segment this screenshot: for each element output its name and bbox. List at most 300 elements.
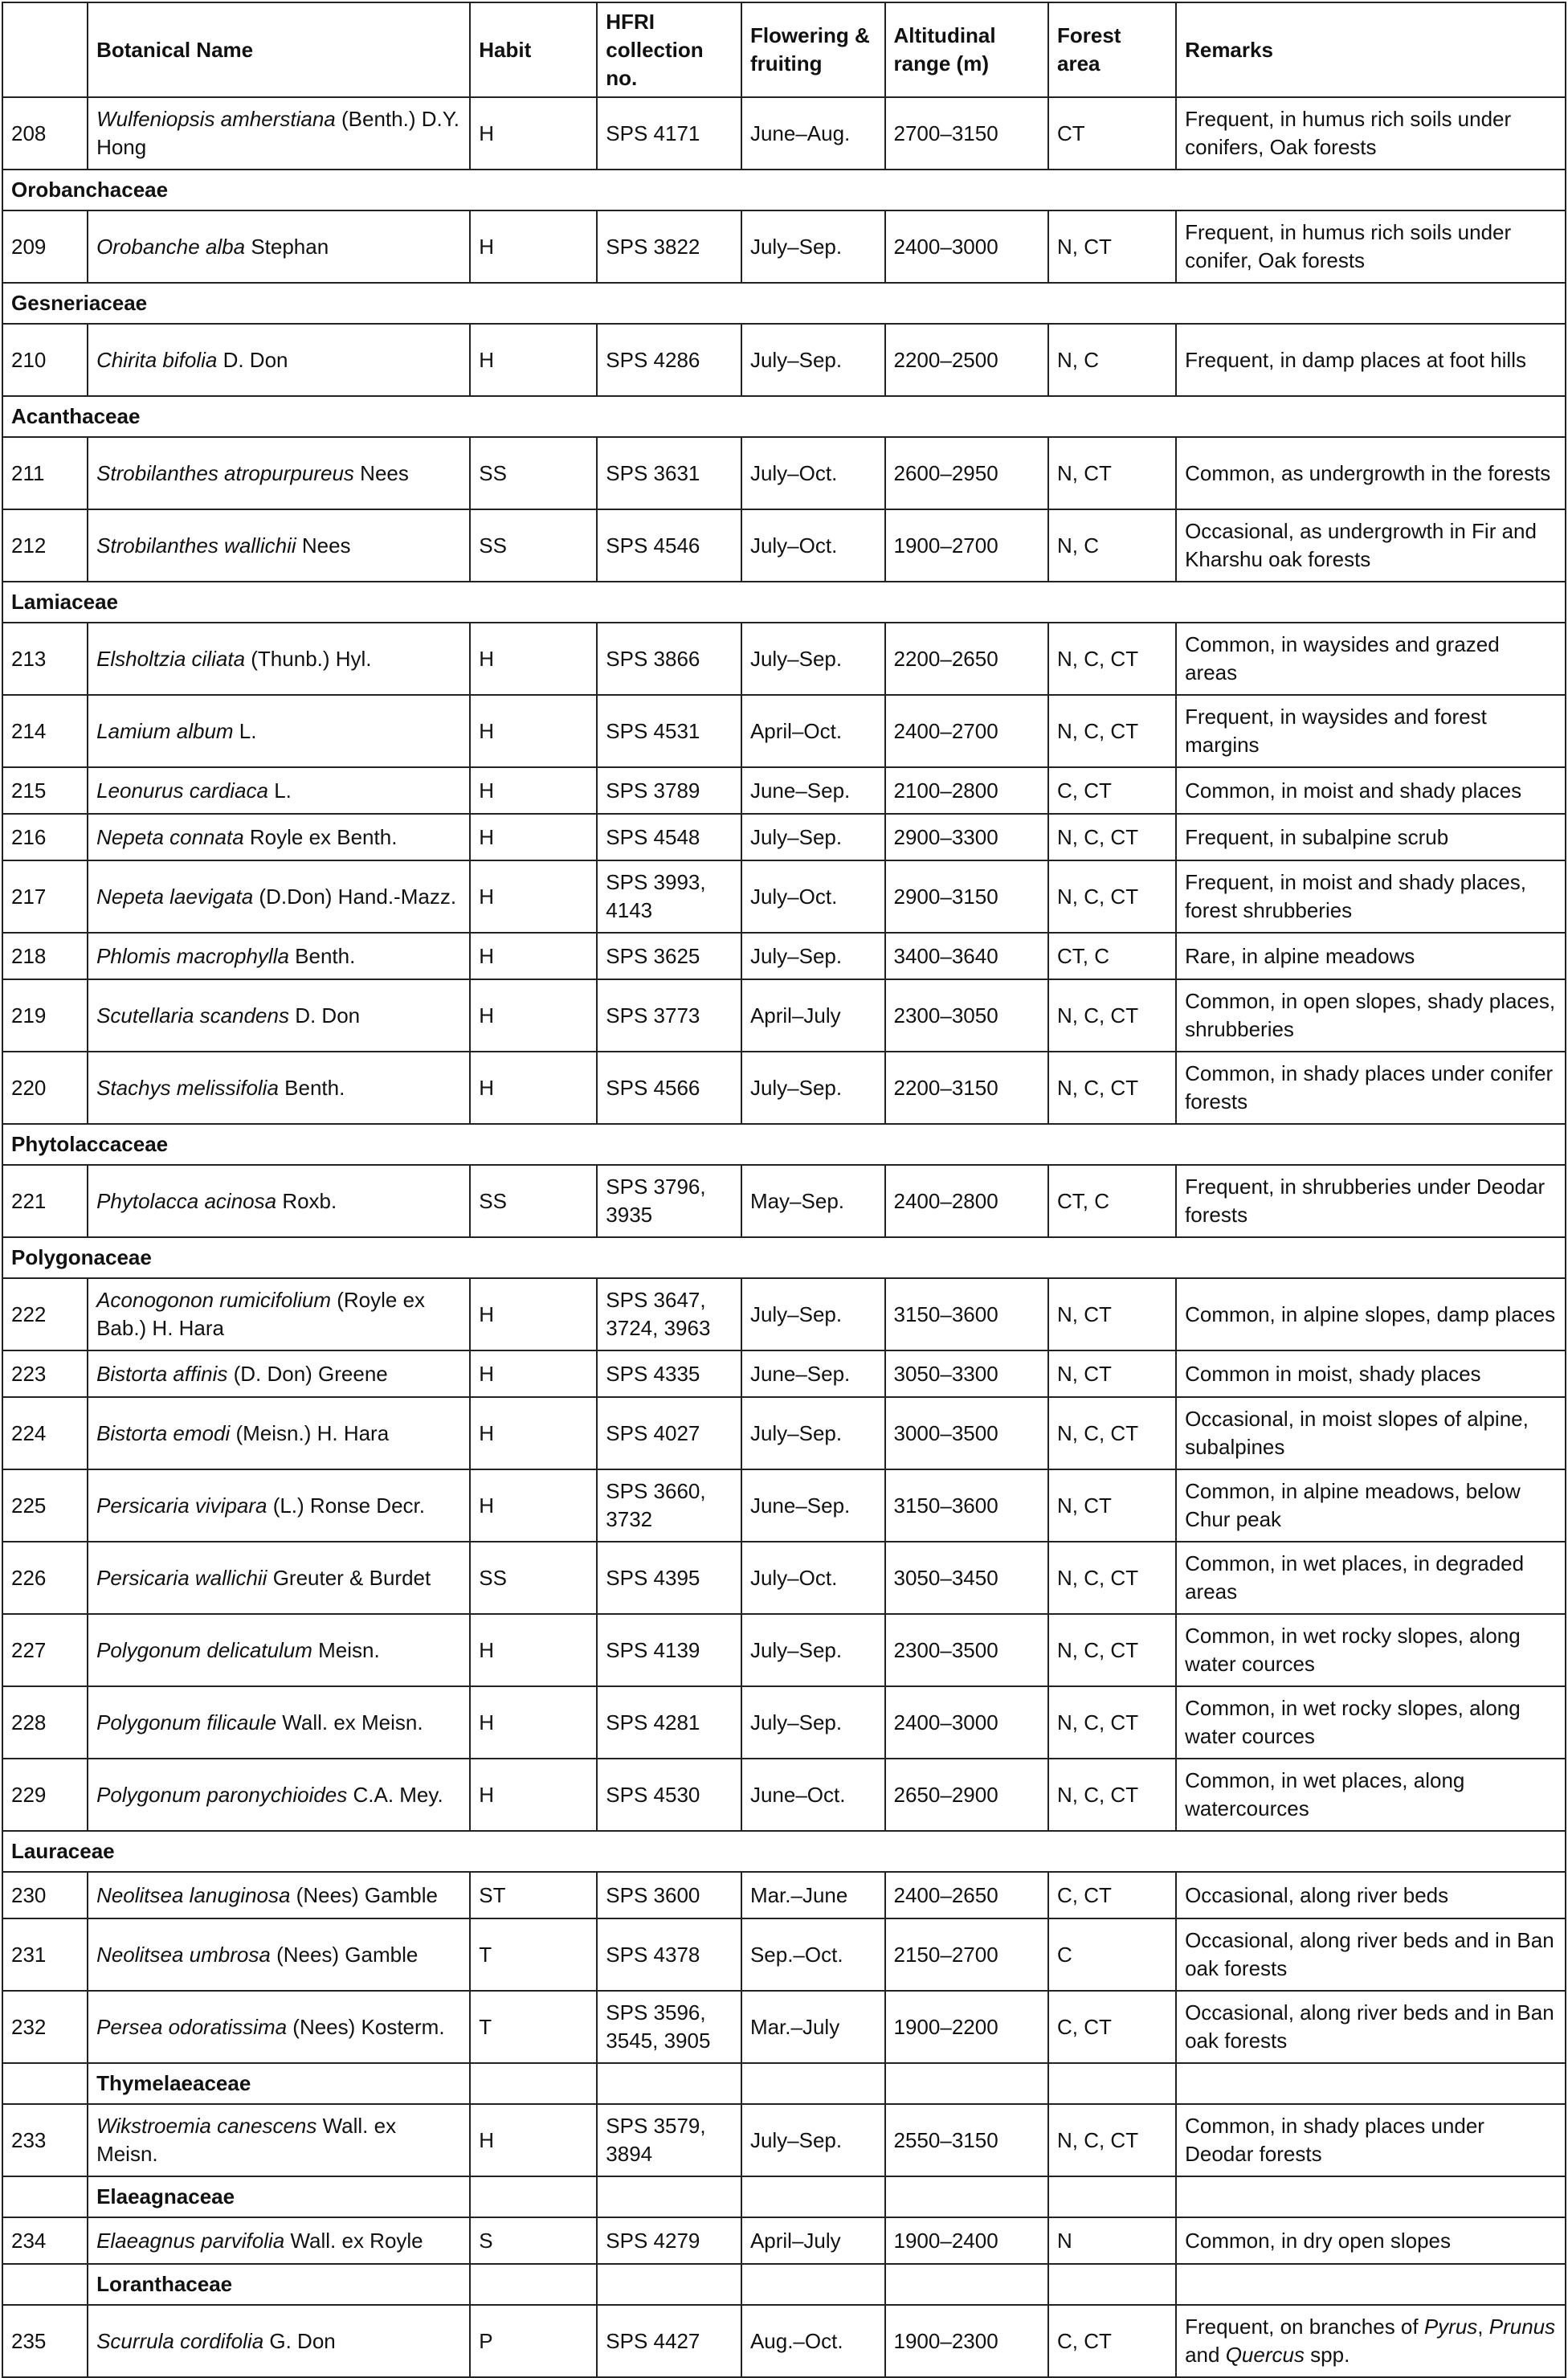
family-heading-row [2,170,1566,210]
species-name: Nepeta connata [96,824,244,849]
forest-area-cell: N, C, CT [1048,2104,1176,2176]
family-name: Elaeagnaceae [88,2176,470,2217]
hfri-collection-cell: SPS 4530 [597,1759,741,1831]
botanical-name-cell [88,814,470,860]
habit-cell: H [470,814,597,860]
family-name: Acanthaceae [2,396,1566,437]
species-name: Wulfeniopsis amherstiana [96,107,336,131]
species-author: D. Don [217,347,288,372]
forest-area-cell: N, CT [1048,1278,1176,1350]
botanical-name-cell [88,97,470,170]
altitudinal-range-cell: 2200–3150 [885,1052,1048,1124]
botanical-name-cell [88,2305,470,2377]
species-author: Greuter & Burdet [267,1565,431,1590]
flowering-fruiting-cell: July–Sep. [741,814,885,860]
family-empty-cell [470,2063,597,2104]
family-heading-row [2,1237,1566,1278]
flowering-fruiting-cell: July–Sep. [741,623,885,695]
remarks-cell: Common, in open slopes, shady places, shrubberies [1176,979,1566,1052]
species-author: Benth. [288,943,356,968]
table-row [2,860,1566,933]
family-name: Lamiaceae [2,582,1566,623]
habit-cell: H [470,97,597,170]
altitudinal-range-cell: 1900–2300 [885,2305,1048,2377]
table-row [2,324,1566,396]
species-name: Leonurus cardiaca [96,778,268,803]
serial-number-cell: 219 [2,979,88,1052]
family-empty-cell [885,2063,1048,2104]
hfri-collection-cell: SPS 4378 [597,1918,741,1991]
table-row [2,1542,1566,1614]
species-name: Bistorta emodi [96,1420,231,1445]
flowering-fruiting-cell: May–Sep. [741,1165,885,1237]
hfri-collection-cell: SPS 3993, 4143 [597,860,741,933]
remarks-cell: Common, in shady places under Deodar forests [1176,2104,1566,2176]
habit-cell: H [470,1278,597,1350]
species-name: Strobilanthes atropurpureus [96,460,354,485]
flowering-fruiting-cell: June–Sep. [741,767,885,814]
forest-area-cell: CT, C [1048,933,1176,979]
family-heading-row [2,2063,1566,2104]
table-row [2,2217,1566,2264]
flowering-fruiting-cell: July–Sep. [741,1278,885,1350]
family-empty-cell [1176,2264,1566,2305]
hfri-collection-cell: SPS 4427 [597,2305,741,2377]
hfri-collection-cell: SPS 4027 [597,1397,741,1469]
habit-cell: H [470,2104,597,2176]
flowering-fruiting-cell: July–Sep. [741,1686,885,1759]
family-heading-row [2,396,1566,437]
altitudinal-range-cell: 2900–3150 [885,860,1048,933]
remarks-cell: Common, in wet places, in degraded areas [1176,1542,1566,1614]
remarks-cell: Common, in alpine slopes, damp places [1176,1278,1566,1350]
botanical-name-cell [88,509,470,582]
header-remarks: Remarks [1176,2,1566,97]
altitudinal-range-cell: 3400–3640 [885,933,1048,979]
flowering-fruiting-cell: Sep.–Oct. [741,1918,885,1991]
remarks-text: , [1477,2315,1489,2339]
serial-number-cell: 211 [2,437,88,509]
serial-number-cell: 235 [2,2305,88,2377]
remarks-cell: Frequent, in waysides and forest margins [1176,695,1566,767]
habit-cell: H [470,1686,597,1759]
botanical-name-cell [88,1614,470,1686]
species-name: Nepeta laevigata [96,884,254,909]
species-name: Persicaria vivipara [96,1493,267,1518]
forest-area-cell: N [1048,2217,1176,2264]
hfri-collection-cell: SPS 4279 [597,2217,741,2264]
hfri-collection-cell: SPS 3600 [597,1872,741,1918]
hfri-collection-cell: SPS 3866 [597,623,741,695]
species-author: D. Don [288,1003,361,1028]
forest-area-cell: N, C, CT [1048,814,1176,860]
hfri-collection-cell: SPS 3660, 3732 [597,1469,741,1542]
remarks-cell: Occasional, as undergrowth in Fir and Kharshu oak forests [1176,509,1566,582]
botanical-name-cell [88,2104,470,2176]
altitudinal-range-cell: 3000–3500 [885,1397,1048,1469]
botanical-name-cell [88,1918,470,1991]
header-botanical-name: Botanical Name [88,2,470,97]
flowering-fruiting-cell: April–July [741,2217,885,2264]
habit-cell: H [470,623,597,695]
forest-area-cell: N, C, CT [1048,1686,1176,1759]
family-empty-cell [597,2063,741,2104]
remarks-cell: Common, in wet rocky slopes, along water cources [1176,1614,1566,1686]
forest-area-cell: N, C, CT [1048,860,1176,933]
forest-area-cell: C, CT [1048,1872,1176,1918]
forest-area-cell: N, C, CT [1048,1614,1176,1686]
species-name: Scurrula cordifolia [96,2328,264,2353]
hfri-collection-cell: SPS 3625 [597,933,741,979]
altitudinal-range-cell: 2400–2800 [885,1165,1048,1237]
botanical-name-cell [88,324,470,396]
habit-cell: SS [470,437,597,509]
habit-cell: H [470,324,597,396]
hfri-collection-cell: SPS 4286 [597,324,741,396]
remarks-cell: Frequent, in humus rich soils under conifers, Oak forests [1176,97,1566,170]
botanical-name-cell [88,1759,470,1831]
remarks-cell: Common in moist, shady places [1176,1350,1566,1397]
species-author: L. [267,778,292,803]
forest-area-cell: N, C, CT [1048,979,1176,1052]
forest-area-cell: C, CT [1048,767,1176,814]
forest-area-cell: N, C, CT [1048,1542,1176,1614]
hfri-collection-cell: SPS 3647, 3724, 3963 [597,1278,741,1350]
flowering-fruiting-cell: July–Sep. [741,210,885,283]
table-row [2,1397,1566,1469]
family-empty-cell [470,2176,597,2217]
habit-cell: H [470,979,597,1052]
flowering-fruiting-cell: July–Sep. [741,324,885,396]
serial-number-cell: 228 [2,1686,88,1759]
serial-number-cell: 226 [2,1542,88,1614]
forest-area-cell: C, CT [1048,1991,1176,2063]
family-name: Orobanchaceae [2,170,1566,210]
species-name: Neolitsea umbrosa [96,1942,271,1967]
serial-number-cell: 216 [2,814,88,860]
remarks-cell: Frequent, in humus rich soils under conifer, Oak forests [1176,210,1566,283]
hfri-collection-cell: SPS 3596, 3545, 3905 [597,1991,741,2063]
species-name: Scutellaria scandens [96,1003,289,1028]
hfri-collection-cell: SPS 4281 [597,1686,741,1759]
altitudinal-range-cell: 2150–2700 [885,1918,1048,1991]
species-author: Wall. ex Meisn. [276,1710,423,1734]
flowering-fruiting-cell: April–Oct. [741,695,885,767]
species-author: Nees [296,533,351,558]
family-name: Loranthaceae [88,2264,470,2305]
flowering-fruiting-cell: June–Sep. [741,1469,885,1542]
remarks-cell: Occasional, in moist slopes of alpine, subalpines [1176,1397,1566,1469]
habit-cell: H [470,860,597,933]
flowering-fruiting-cell: Mar.–July [741,1991,885,2063]
serial-number-cell: 234 [2,2217,88,2264]
forest-area-cell: N, C [1048,324,1176,396]
flowering-fruiting-cell: April–July [741,979,885,1052]
remarks-cell: Rare, in alpine meadows [1176,933,1566,979]
serial-number-cell: 212 [2,509,88,582]
family-heading-row [2,582,1566,623]
altitudinal-range-cell: 3050–3300 [885,1350,1048,1397]
serial-number-cell: 229 [2,1759,88,1831]
species-name: Neolitsea lanuginosa [96,1882,291,1907]
flowering-fruiting-cell: Mar.–June [741,1872,885,1918]
header-forest-area: Forest area [1048,2,1176,97]
remarks-cell: Common, in waysides and grazed areas [1176,623,1566,695]
altitudinal-range-cell: 2600–2950 [885,437,1048,509]
botanical-name-cell [88,860,470,933]
species-author: Stephan [245,234,329,259]
family-heading-row [2,2176,1566,2217]
table-row [2,437,1566,509]
hfri-collection-cell: SPS 4531 [597,695,741,767]
flowering-fruiting-cell: July–Sep. [741,1614,885,1686]
species-name: Stachys melissifolia [96,1075,279,1100]
table-row [2,933,1566,979]
altitudinal-range-cell: 2900–3300 [885,814,1048,860]
species-author: (D.Don) Hand.-Mazz. [253,884,457,909]
species-author: Royle ex Benth. [243,824,398,849]
species-name: Phlomis macrophylla [96,943,289,968]
serial-number-cell: 213 [2,623,88,695]
species-author: (Benth.) D.Y. Hong [96,107,466,159]
forest-area-cell: N, C, CT [1048,695,1176,767]
header-hfri-collection-no: HFRI collection no. [597,2,741,97]
hfri-collection-cell: SPS 4395 [597,1542,741,1614]
habit-cell: ST [470,1872,597,1918]
table-row [2,1165,1566,1237]
forest-area-cell: N, C, CT [1048,623,1176,695]
species-author: Wall. ex Meisn. [96,2114,402,2166]
species-name: Elaeagnus parvifolia [96,2228,285,2253]
altitudinal-range-cell: 2400–2700 [885,695,1048,767]
altitudinal-range-cell: 2100–2800 [885,767,1048,814]
species-author: (Royle ex Bab.) H. Hara [96,1288,431,1340]
family-empty-cell [1048,2063,1176,2104]
family-heading-row [2,283,1566,324]
species-name: Phytolacca acinosa [96,1188,277,1213]
flowering-fruiting-cell: July–Sep. [741,1397,885,1469]
table-row [2,1278,1566,1350]
header-habit: Habit [470,2,597,97]
table-row [2,979,1566,1052]
family-empty-cell [885,2176,1048,2217]
table-row [2,1614,1566,1686]
habit-cell: P [470,2305,597,2377]
forest-area-cell: CT [1048,97,1176,170]
table-row [2,623,1566,695]
habit-cell: H [470,1759,597,1831]
table-row [2,767,1566,814]
family-heading-row [2,2264,1566,2305]
serial-number-cell: 222 [2,1278,88,1350]
altitudinal-range-cell: 2400–3000 [885,1686,1048,1759]
table-header-row [2,2,1566,97]
flowering-fruiting-cell: June–Oct. [741,1759,885,1831]
species-author: L. [233,718,257,743]
serial-number-cell: 225 [2,1469,88,1542]
serial-number-cell: 218 [2,933,88,979]
habit-cell: H [470,1614,597,1686]
serial-number-cell: 217 [2,860,88,933]
botanical-name-cell [88,1165,470,1237]
botanical-name-cell [88,1991,470,2063]
table-row [2,210,1566,283]
altitudinal-range-cell: 2650–2900 [885,1759,1048,1831]
hfri-collection-cell: SPS 3579, 3894 [597,2104,741,2176]
botanical-name-cell [88,1278,470,1350]
header-flowering-fruiting: Flowering & fruiting [741,2,885,97]
habit-cell: H [470,1350,597,1397]
hfri-collection-cell: SPS 3631 [597,437,741,509]
flowering-fruiting-cell: June–Sep. [741,1350,885,1397]
habit-cell: T [470,1918,597,1991]
flowering-fruiting-cell: July–Sep. [741,1052,885,1124]
botanical-name-cell [88,1686,470,1759]
hfri-collection-cell: SPS 3789 [597,767,741,814]
family-empty-cell [1176,2176,1566,2217]
hfri-collection-cell: SPS 4566 [597,1052,741,1124]
remarks-cell [1176,2305,1566,2377]
serial-number-cell: 214 [2,695,88,767]
species-author: (Nees) Kosterm. [287,2014,445,2039]
family-name: Polygonaceae [2,1237,1566,1278]
habit-cell: SS [470,1542,597,1614]
table-row [2,1991,1566,2063]
remarks-cell: Frequent, in shrubberies under Deodar forests [1176,1165,1566,1237]
species-author: (Nees) Gamble [290,1882,438,1907]
flowering-fruiting-cell: Aug.–Oct. [741,2305,885,2377]
family-empty-cell [470,2264,597,2305]
habit-cell: T [470,1991,597,2063]
family-empty-cell [1176,2063,1566,2104]
altitudinal-range-cell: 2700–3150 [885,97,1048,170]
family-empty-cell [2,2063,88,2104]
table-row [2,509,1566,582]
family-empty-cell [1048,2176,1176,2217]
botanical-name-cell [88,1052,470,1124]
habit-cell: H [470,933,597,979]
serial-number-cell: 232 [2,1991,88,2063]
family-empty-cell [741,2264,885,2305]
table-row [2,2104,1566,2176]
table-row [2,1469,1566,1542]
table-row [2,1686,1566,1759]
remarks-cell: Occasional, along river beds and in Ban oak forests [1176,1991,1566,2063]
hfri-collection-cell: SPS 4546 [597,509,741,582]
altitudinal-range-cell: 2400–3000 [885,210,1048,283]
species-name: Orobanche alba [96,234,246,259]
species-name: Polygonum filicaule [96,1710,277,1734]
altitudinal-range-cell: 3150–3600 [885,1469,1048,1542]
habit-cell: H [470,767,597,814]
hfri-collection-cell: SPS 4139 [597,1614,741,1686]
habit-cell: H [470,1397,597,1469]
remarks-genus: Pyrus [1423,2315,1478,2339]
family-empty-cell [741,2176,885,2217]
serial-number-cell: 208 [2,97,88,170]
altitudinal-range-cell: 2400–2650 [885,1872,1048,1918]
habit-cell: H [470,1469,597,1542]
species-name: Persea odoratissima [96,2014,288,2039]
species-author: (Meisn.) H. Hara [230,1420,390,1445]
remarks-genus: Quercus [1225,2343,1305,2367]
serial-number-cell: 230 [2,1872,88,1918]
habit-cell: S [470,2217,597,2264]
hfri-collection-cell: SPS 3822 [597,210,741,283]
botanical-name-cell [88,979,470,1052]
species-name: Chirita bifolia [96,347,218,372]
flowering-fruiting-cell: July–Oct. [741,509,885,582]
botanical-name-cell [88,1397,470,1469]
species-author: (Nees) Gamble [270,1942,419,1967]
remarks-cell: Common, in dry open slopes [1176,2217,1566,2264]
forest-area-cell: N, CT [1048,437,1176,509]
forest-area-cell: N, CT [1048,210,1176,283]
serial-number-cell: 227 [2,1614,88,1686]
forest-area-cell: N, C, CT [1048,1397,1176,1469]
table-row [2,695,1566,767]
botanical-name-cell [88,437,470,509]
serial-number-cell: 220 [2,1052,88,1124]
family-empty-cell [2,2264,88,2305]
family-name: Lauraceae [2,1831,1566,1872]
species-table [2,2,1566,2378]
species-author: Meisn. [312,1637,380,1662]
species-author: Wall. ex Royle [284,2228,423,2253]
table-row [2,1350,1566,1397]
flowering-fruiting-cell: July–Oct. [741,437,885,509]
flowering-fruiting-cell: July–Oct. [741,1542,885,1614]
botanical-name-cell [88,695,470,767]
remarks-cell: Common, in wet places, along watercources [1176,1759,1566,1831]
hfri-collection-cell: SPS 4548 [597,814,741,860]
table-row [2,814,1566,860]
hfri-collection-cell: SPS 4335 [597,1350,741,1397]
family-heading-row [2,1124,1566,1165]
botanical-name-cell [88,1469,470,1542]
forest-area-cell: C [1048,1918,1176,1991]
flowering-fruiting-cell: July–Sep. [741,933,885,979]
altitudinal-range-cell: 2200–2500 [885,324,1048,396]
family-empty-cell [597,2176,741,2217]
table-row [2,1052,1566,1124]
forest-area-cell: C, CT [1048,2305,1176,2377]
remarks-cell: Frequent, in moist and shady places, forest shrubberies [1176,860,1566,933]
remarks-text: Frequent, on branches of [1185,2315,1424,2339]
family-heading-row [2,1831,1566,1872]
hfri-collection-cell: SPS 3773 [597,979,741,1052]
flowering-fruiting-cell: July–Sep. [741,2104,885,2176]
forest-area-cell: N, C [1048,509,1176,582]
forest-area-cell: N, C, CT [1048,1052,1176,1124]
species-name: Bistorta affinis [96,1361,228,1386]
forest-area-cell: N, CT [1048,1469,1176,1542]
remarks-cell: Occasional, along river beds [1176,1872,1566,1918]
botanical-name-cell [88,767,470,814]
botanical-name-cell [88,1542,470,1614]
botanical-name-cell [88,1872,470,1918]
species-name: Aconogonon rumicifolium [96,1288,331,1312]
altitudinal-range-cell: 2300–3500 [885,1614,1048,1686]
altitudinal-range-cell: 1900–2200 [885,1991,1048,2063]
flowering-fruiting-cell: July–Oct. [741,860,885,933]
family-name: Thymelaeaceae [88,2063,470,2104]
table-row [2,97,1566,170]
family-empty-cell [741,2063,885,2104]
habit-cell: H [470,1052,597,1124]
forest-area-cell: CT, C [1048,1165,1176,1237]
table-row [2,2305,1566,2377]
